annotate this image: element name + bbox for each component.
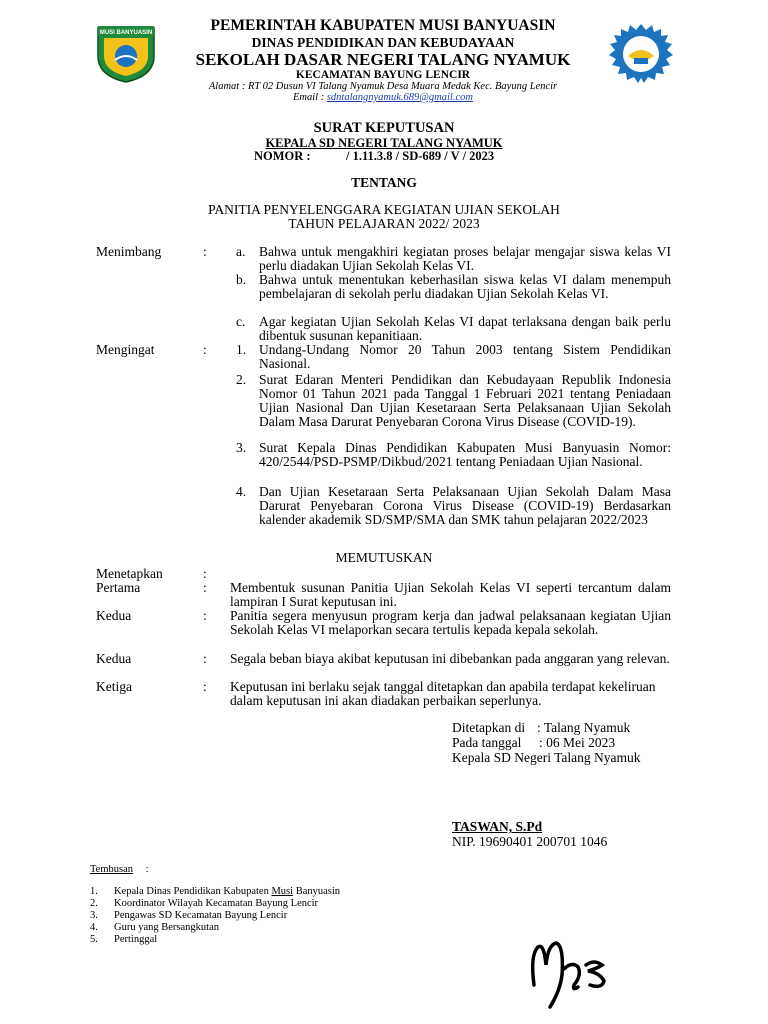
decree-issuer: KEPALA SD NEGERI TALANG NYAMUK xyxy=(265,136,503,150)
tembusan-item: Pengawas SD Kecamatan Bayung Lencir xyxy=(114,910,288,921)
list-item: Surat Kepala Dinas Pendidikan Kabupaten Musi Banyuasin Nomor: 420/2544/PSD-PSMP/Dikbud/2021 tentang Peniadaan Ujian Nasional. xyxy=(259,440,671,469)
list-marker: 2. xyxy=(236,372,247,387)
decision-text: Keputusan ini berlaku sejak tanggal ditetapkan dan apabila terdapat kekeliruan dalam keputusan ini akan diadakan perbaikan seperlunya. xyxy=(230,679,656,708)
tembusan-marker: 4. xyxy=(90,922,98,933)
decision-label: Pertama xyxy=(96,580,141,595)
tembusan-text-after: Banyuasin xyxy=(293,886,341,897)
tembusan-marker: 5. xyxy=(90,934,98,945)
decree-title: SURAT KEPUTUSAN xyxy=(313,120,455,136)
list-item: Bahwa untuk mengakhiri kegiatan proses belajar mengajar siswa kelas VI perlu diadakan Ujian Sekolah Kelas VI. xyxy=(259,244,671,273)
list-item: Undang-Undang Nomor 20 Tahun 2003 tentang Sistem Pendidikan Nasional. xyxy=(259,342,671,371)
tembusan-marker: 3. xyxy=(90,910,98,921)
decree-number-label: NOMOR : xyxy=(254,149,311,163)
decision-colon: : xyxy=(203,608,207,623)
tentang-heading: TENTANG xyxy=(351,175,417,190)
decision-colon: : xyxy=(203,651,207,666)
tanggal-label: Pada tanggal xyxy=(452,735,522,750)
decision-label: Ketiga xyxy=(96,679,132,694)
mengingat-label: Mengingat xyxy=(96,342,155,357)
decision-label: Kedua xyxy=(96,608,132,623)
mengingat-colon: : xyxy=(203,342,207,357)
memutuskan-heading: MEMUTUSKAN xyxy=(335,550,433,565)
letterhead-line1: PEMERINTAH KABUPATEN MUSI BANYUASIN xyxy=(210,17,556,34)
tembusan-marker: 1. xyxy=(90,886,98,897)
handwritten-mark xyxy=(520,925,630,1015)
tembusan-colon: : xyxy=(145,864,149,875)
tembusan-item xyxy=(114,886,340,898)
decision-colon: : xyxy=(203,679,207,694)
list-marker: c. xyxy=(236,314,246,329)
menetapkan-colon: : xyxy=(203,566,207,581)
signer-position: Kepala SD Negeri Talang Nyamuk xyxy=(452,750,641,765)
signer-name-text: TASWAN, S.Pd xyxy=(452,819,543,834)
tembusan-text: Kepala Dinas Pendidikan Kabupaten xyxy=(114,886,272,897)
list-marker: a. xyxy=(236,244,246,259)
decree-number: / 1.11.3.8 / SD-689 / V / 2023 xyxy=(346,149,495,163)
list-item: Agar kegiatan Ujian Sekolah Kelas VI dapat terlaksana dengan baik perlu dibentuk susunan kepanitiaan. xyxy=(259,314,671,343)
menetapkan-label: Menetapkan xyxy=(96,566,163,581)
regency-logo-text: MUSI BANYUASIN xyxy=(99,30,153,36)
tembusan-text-underlined: Musi xyxy=(271,886,294,897)
list-marker: 3. xyxy=(236,440,247,455)
signer-name xyxy=(452,820,542,834)
list-item: Dan Ujian Kesetaraan Serta Pelaksanaan Ujian Sekolah Dalam Masa Darurat Penyebaran Corona Virus Disease (COVID-19) Berdasarkan kalender akademik SD/SMP/SMA dan SMK tahun pelajaran 2022/2023 xyxy=(259,484,671,527)
list-marker: 4. xyxy=(236,484,247,499)
ditetapkan-label: Ditetapkan di xyxy=(452,720,526,735)
tembusan-item: Pertinggal xyxy=(114,934,158,945)
tembusan-heading xyxy=(90,864,149,876)
list-marker: b. xyxy=(236,272,247,287)
decision-text: Panitia segera menyusun program kerja dan jadwal pelaksanaan kegiatan Ujian Sekolah Kelas VI melaporkan secara tertulis kepada kepala sekolah. xyxy=(230,608,671,637)
tembusan-item: Guru yang Bersangkutan xyxy=(114,922,219,933)
school-email-line xyxy=(148,92,618,104)
school-address: Alamat : RT 02 Dusun VI Talang Nyamuk Desa Muara Medak Kec. Bayung Lencir xyxy=(208,81,558,92)
email-label: Email : xyxy=(293,92,325,103)
list-item: Bahwa untuk menentukan keberhasilan siswa kelas VI dalam menempuh pembelajaran di sekolah perlu diadakan Ujian Sekolah Kelas VI. xyxy=(259,272,671,301)
subject-line2: TAHUN PELAJARAN 2022/ 2023 xyxy=(288,216,480,231)
decision-text: Segala beban biaya akibat keputusan ini dibebankan pada anggaran yang relevan. xyxy=(230,651,670,666)
tembusan-item: Koordinator Wilayah Kecamatan Bayung Lencir xyxy=(114,898,319,909)
tembusan-label: Tembusan xyxy=(90,864,134,875)
list-item: Surat Edaran Menteri Pendidikan dan Kebudayaan Republik Indonesia Nomor 01 Tahun 2021 pada Tanggal 1 Februari 2021 tentang Peniadaan Ujian Nasional Dan Ujian Kesetaraan Serta Pelaksanaan Ujian Sekolah Dalam Masa Darurat Penyebaran Corona Virus Disease (COVID-19). xyxy=(259,372,671,429)
menimbang-label: Menimbang xyxy=(96,244,162,259)
letterhead-line4: KECAMATAN BAYUNG LENCIR xyxy=(295,69,471,81)
tembusan-marker: 2. xyxy=(90,898,98,909)
menimbang-colon: : xyxy=(203,244,207,259)
letterhead-line3: SEKOLAH DASAR NEGERI TALANG NYAMUK xyxy=(195,50,571,69)
list-marker: 1. xyxy=(236,342,247,357)
decision-colon: : xyxy=(203,580,207,595)
subject-line1: PANITIA PENYELENGGARA KEGIATAN UJIAN SEKOLAH xyxy=(208,202,560,217)
ditetapkan-value: : Talang Nyamuk xyxy=(537,720,631,735)
decision-text: Membentuk susunan Panitia Ujian Sekolah Kelas VI seperti tercantum dalam lampiran I Surat keputusan ini. xyxy=(230,580,671,609)
decision-label: Kedua xyxy=(96,651,132,666)
tanggal-value: : 06 Mei 2023 xyxy=(539,735,616,750)
signer-nip: NIP. 19690401 200701 1046 xyxy=(452,834,608,849)
letterhead-line2: DINAS PENDIDIKAN DAN KEBUDAYAAN xyxy=(251,35,515,50)
school-email[interactable]: sdntalangnyamuk.689@gmail.com xyxy=(326,92,473,103)
